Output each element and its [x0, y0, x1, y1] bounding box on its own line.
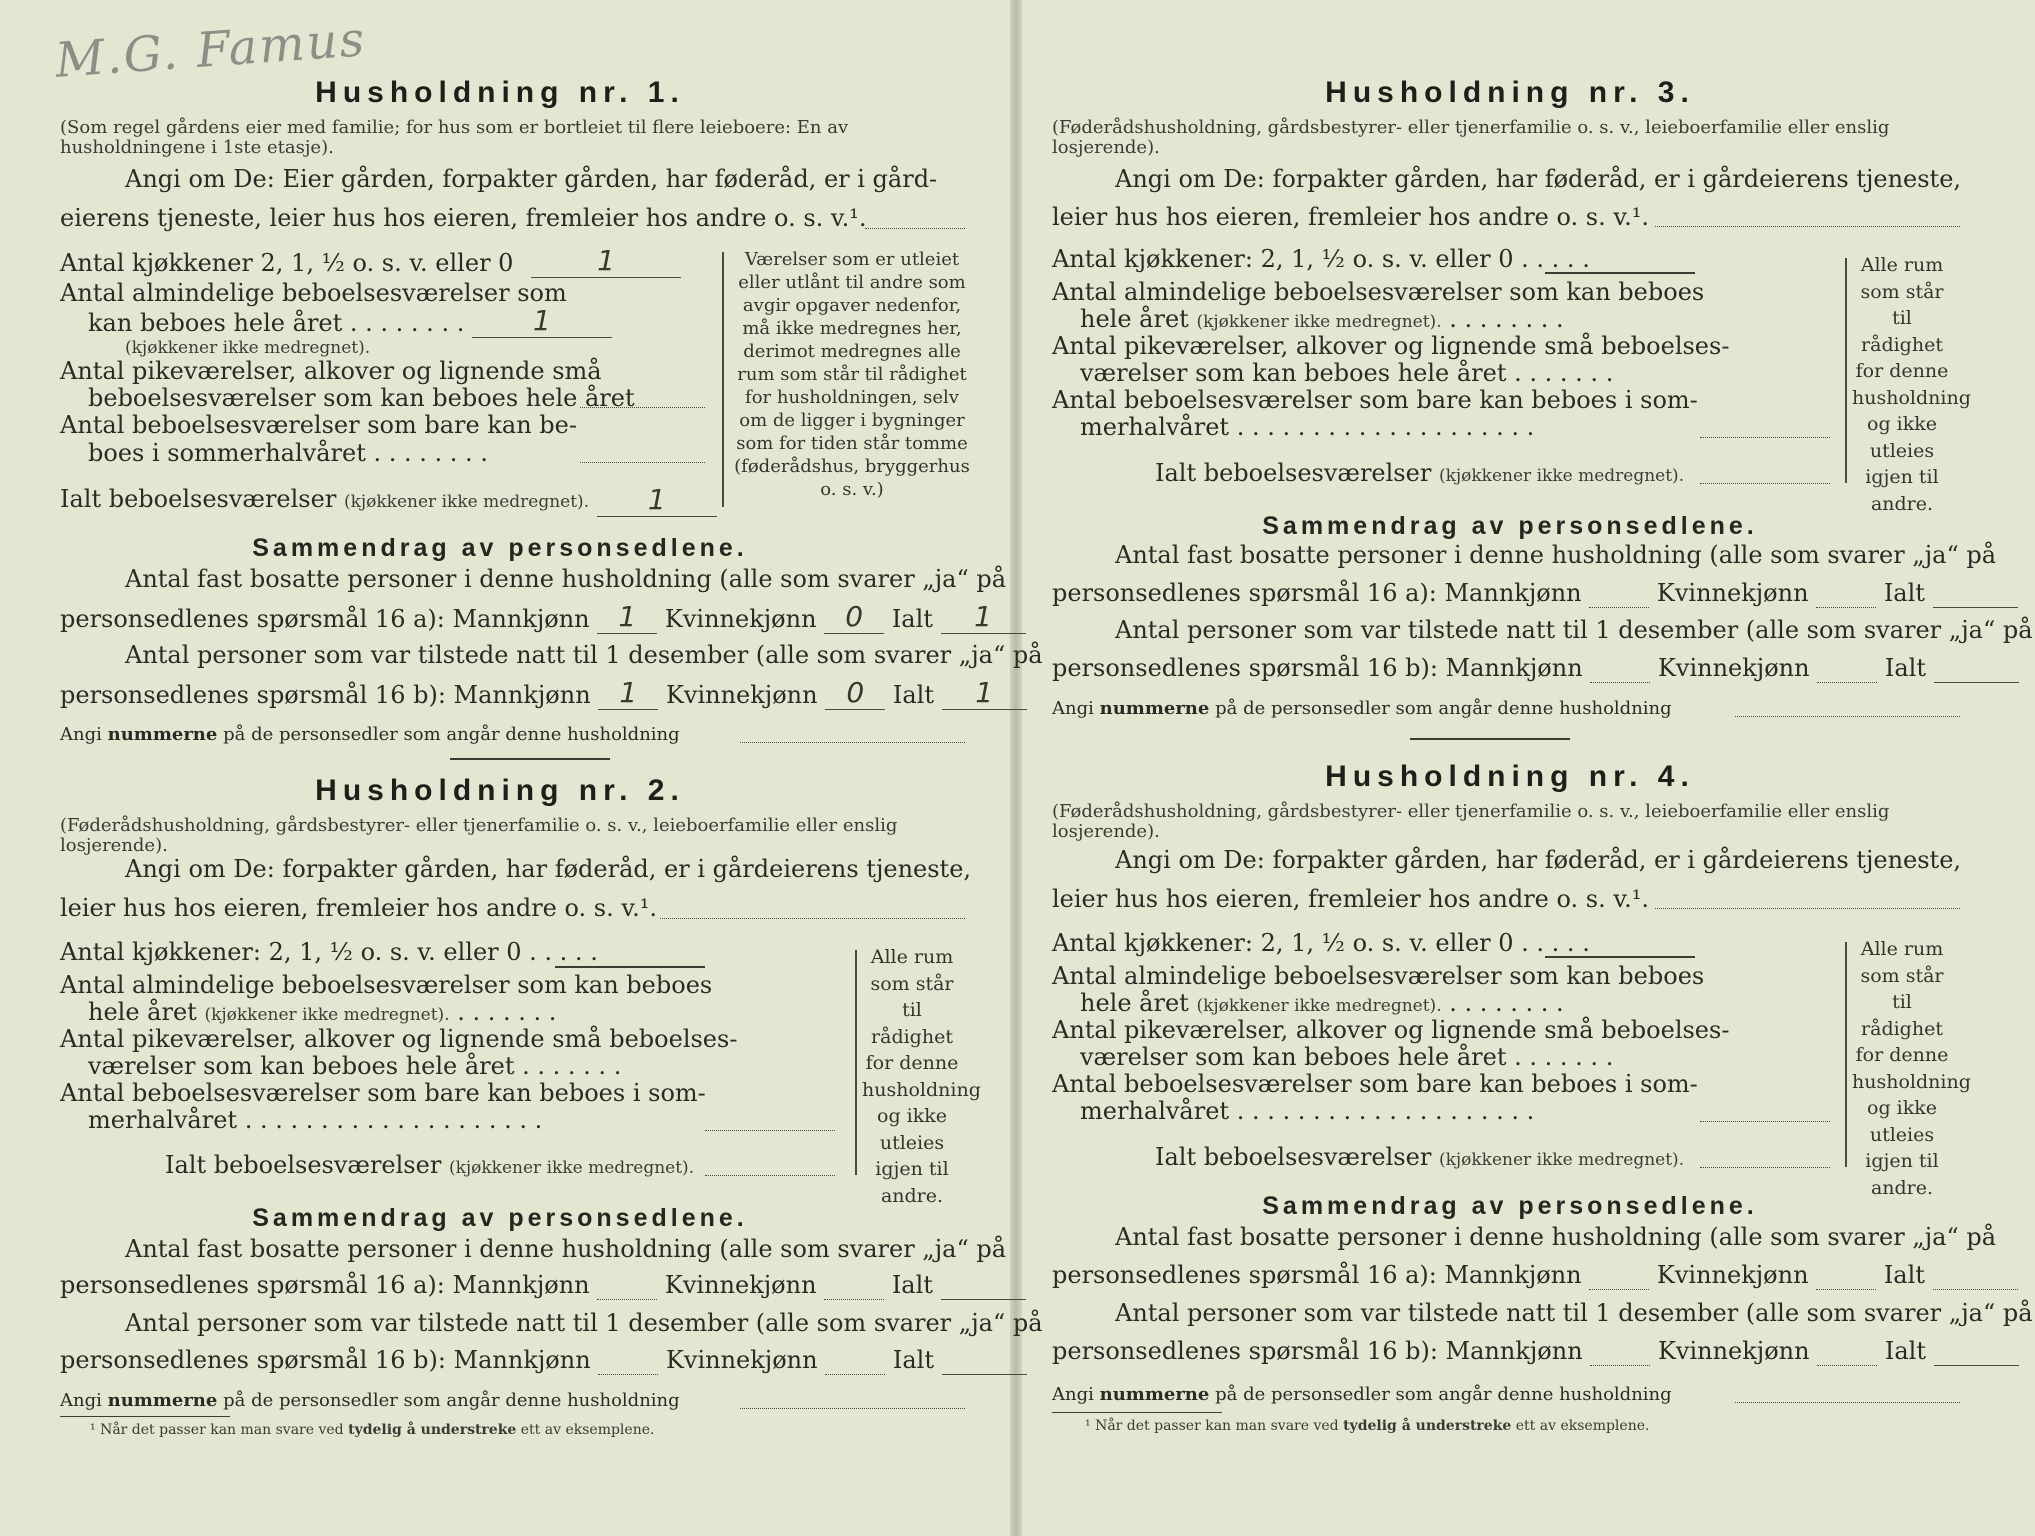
h3-summer-row-1: Antal beboelsesværelser som bare kan beboes i som- — [1052, 386, 1698, 414]
h3-16a-ialt-label: Ialt — [1883, 579, 1925, 607]
h2-16a-line2 — [60, 1270, 1026, 1300]
h3-title: Husholdning nr. 3. — [1325, 76, 1695, 109]
h4-total-label: Ialt beboelsesværelser — [1155, 1143, 1432, 1171]
h3-note: (Føderådshusholdning, gårdsbestyrer- eller tjenerfamilie o. s. v., leieboerfamilie eller enslig losjerende). — [1052, 117, 1890, 158]
handwritten-annotation: M.G. Famus — [53, 11, 368, 89]
h3-summer-label: merhalvåret — [1080, 413, 1230, 441]
h1-total-small: (kjøkkener ikke medregnet). — [343, 492, 590, 512]
h4-16a-ialt-field[interactable] — [1933, 1289, 2018, 1290]
h1-ord-row-2: kan beboes hele året . . . . . . . . 1 — [88, 306, 612, 338]
h4-16b-ialt-label: Ialt — [1884, 1337, 1926, 1365]
h2-pike-label: værelser som kan beboes hele året — [88, 1052, 515, 1080]
h1-brace — [722, 252, 724, 507]
h3-16a-kvinne-label: Kvinnekjønn — [1656, 579, 1809, 607]
h3-kitchen-label: Antal kjøkkener: 2, 1, ½ o. s. v. eller 0 — [1052, 245, 1514, 273]
h3-kitchen-row: Antal kjøkkener: 2, 1, ½ o. s. v. eller 0 . . . . . — [1052, 245, 1590, 273]
h3-side-note: Alle rum som står til rådighet for denne husholdning og ikke utleies igjen til andre. — [1852, 254, 1971, 515]
h1-kitchen-row — [60, 246, 681, 278]
h2-16b-mann-field[interactable] — [598, 1374, 658, 1375]
h3-sum-title: Sammendrag av personsedlene. — [1262, 512, 1758, 540]
h3-brace — [1845, 258, 1847, 483]
h2-pike-row-2: værelser som kan beboes hele året . . . . . . . — [88, 1052, 622, 1080]
h1-title-block — [0, 76, 1000, 110]
h2-nummerne-post: på de personsedler som angår denne husholdning — [223, 1390, 680, 1411]
h1-kitchen-label: Antal kjøkkener 2, 1, ½ o. s. v. eller 0 — [60, 249, 514, 277]
h1-total-row — [60, 484, 717, 517]
h4-sum-title: Sammendrag av personsedlene. — [1262, 1192, 1758, 1220]
h4-16b-mann-field[interactable] — [1590, 1365, 1650, 1366]
h2-16a-ialt-label: Ialt — [891, 1271, 933, 1299]
h2-nummerne-pre: Angi — [60, 1390, 102, 1411]
h3-total-small: (kjøkkener ikke medregnet). — [1438, 466, 1685, 486]
h1-summer-row-2: boes i sommerhalvåret . . . . . . . . — [88, 439, 488, 467]
h2-sum-block — [0, 1204, 1000, 1233]
h4-total-row — [1155, 1142, 1684, 1175]
h4-title-block — [1030, 760, 1990, 794]
h1-16a-ialt-value: 1 — [974, 600, 992, 633]
h1-summer-field[interactable] — [580, 462, 705, 463]
h4-nummerne-pre: Angi — [1052, 1384, 1094, 1405]
h2-nummerne-bold: nummerne — [107, 1390, 218, 1411]
h4-brace — [1845, 942, 1847, 1167]
h3-16b-ialt-label: Ialt — [1884, 654, 1926, 682]
h4-16b-kvinne-label: Kvinnekjønn — [1657, 1337, 1810, 1365]
h2-kitchen-label: Antal kjøkkener: 2, 1, ½ o. s. v. eller 0 — [60, 938, 522, 966]
h3-16b-ialt-field[interactable] — [1934, 682, 2019, 683]
h1-ord-row-1: Antal almindelige beboelsesværelser som — [60, 279, 567, 307]
h1-16a-mann-field[interactable] — [597, 602, 657, 634]
right-footnote-bold: tydelig å understreke — [1343, 1418, 1512, 1434]
h3-total-label: Ialt beboelsesværelser — [1155, 459, 1432, 487]
h2-summer-label: merhalvåret — [88, 1106, 238, 1134]
h2-ord-small: (kjøkkener ikke medregnet). — [204, 1005, 450, 1025]
h1-16b-label: personsedlenes spørsmål 16 b): Mannkjønn — [60, 681, 591, 709]
h1-summer-row-1: Antal beboelsesværelser som bare kan be- — [60, 411, 577, 439]
h4-total-small: (kjøkkener ikke medregnet). — [1438, 1150, 1685, 1170]
h4-ord-label: hele året — [1080, 989, 1189, 1017]
h3-16a-line2 — [1052, 578, 2018, 608]
h4-nummerne-post: på de personsedler som angår denne husholdning — [1215, 1384, 1672, 1405]
h3-title-block — [1030, 76, 1990, 110]
h4-kitchen-row: Antal kjøkkener: 2, 1, ½ o. s. v. eller 0 . . . . . — [1052, 929, 1590, 957]
h4-pike-label: værelser som kan beboes hele året — [1080, 1043, 1507, 1071]
h4-16b-kvinne-field[interactable] — [1817, 1365, 1877, 1366]
h1-16b-line1: Antal personer som var tilstede natt til 1 desember (alle som svarer „ja“ på — [125, 641, 1043, 669]
h1-nummerne-pre: Angi — [60, 724, 102, 745]
h1-16b-mann-value: 1 — [619, 676, 638, 709]
h2-16a-line1: Antal fast bosatte personer i denne husholdning (alle som svarer „ja“ på — [125, 1235, 1007, 1263]
h2-16b-ialt-label: Ialt — [892, 1346, 934, 1374]
h1-16b-kvinne-label: Kvinnekjønn — [665, 681, 818, 709]
h1-total-value: 1 — [647, 483, 666, 516]
h2-16a-kvinne-label: Kvinnekjønn — [664, 1271, 817, 1299]
h3-nummerne-bold: nummerne — [1099, 698, 1210, 719]
h4-summer-label: merhalvåret — [1080, 1097, 1230, 1125]
h3-16b-line1: Antal personer som var tilstede natt til 1 desember (alle som svarer „ja“ på — [1115, 616, 2033, 644]
h3-nummerne-post: på de personsedler som angår denne husholdning — [1215, 698, 1672, 719]
h3-nummerne-field[interactable] — [1735, 716, 1960, 717]
h2-16a-kvinne-field[interactable] — [824, 1299, 884, 1300]
h3-16b-label: personsedlenes spørsmål 16 b): Mannkjønn — [1052, 654, 1583, 682]
h3-summer-field[interactable] — [1700, 437, 1830, 438]
left-footnote — [90, 1422, 654, 1438]
h4-16b-line1: Antal personer som var tilstede natt til 1 desember (alle som svarer „ja“ på — [1115, 1299, 2033, 1327]
h3-pike-label: værelser som kan beboes hele året — [1080, 359, 1507, 387]
h2-16b-line1: Antal personer som var tilstede natt til 1 desember (alle som svarer „ja“ på — [125, 1309, 1043, 1337]
h3-angi-line2: leier hus hos eieren, fremleier hos andre o. s. v.¹. — [1052, 203, 1649, 231]
h1-kitchen-field[interactable] — [531, 246, 681, 278]
h3-angi-line1: Angi om De: forpakter gården, har føderåd, er i gårdeierens tjeneste, — [1115, 165, 1962, 193]
h2-kitchen-row: Antal kjøkkener: 2, 1, ½ o. s. v. eller 0 . . . . . — [60, 938, 598, 966]
h3-nummerne-pre: Angi — [1052, 698, 1094, 719]
h4-pike-row-1: Antal pikeværelser, alkover og lignende små beboelses- — [1052, 1016, 1730, 1044]
h2-kitchen-field[interactable] — [555, 966, 705, 968]
h4-ord-row-2: hele året (kjøkkener ikke medregnet). . . . . . . . . — [1080, 989, 1564, 1017]
h1-16a-line2 — [60, 602, 1026, 634]
h1-16b-kvinne-value: 0 — [846, 676, 865, 709]
h1-title: Husholdning nr. 1. — [315, 76, 685, 109]
h1-16a-kvinne-field[interactable] — [824, 602, 884, 634]
h4-16b-line2 — [1052, 1336, 2019, 1366]
h3-16a-line1: Antal fast bosatte personer i denne husholdning (alle som svarer „ja“ på — [1115, 541, 1997, 569]
h1-ord-note: (kjøkkener ikke medregnet). — [125, 338, 371, 358]
h4-16a-kvinne-label: Kvinnekjønn — [1656, 1261, 1809, 1289]
h2-nummerne-field[interactable] — [740, 1408, 965, 1409]
h4-16b-ialt-field[interactable] — [1934, 1365, 2019, 1366]
h3-kitchen-field[interactable] — [1545, 272, 1695, 274]
h1-pike-field[interactable] — [580, 407, 705, 408]
left-footnote-bold: tydelig å understreke — [348, 1422, 517, 1438]
h2-note: (Føderådshusholdning, gårdsbestyrer- eller tjenerfamilie o. s. v., leieboerfamilie eller enslig losjerende). — [60, 815, 898, 856]
h3-separator — [1410, 738, 1570, 740]
h4-16a-mann-field[interactable] — [1589, 1289, 1649, 1290]
h3-16a-mann-field[interactable] — [1589, 607, 1649, 608]
h3-16b-kvinne-field[interactable] — [1817, 682, 1877, 683]
h4-ord-small: (kjøkkener ikke medregnet). — [1196, 996, 1442, 1016]
h3-ord-label: hele året — [1080, 305, 1189, 333]
h2-16b-kvinne-field[interactable] — [825, 1374, 885, 1375]
h4-pike-row-2: værelser som kan beboes hele året . . . . . . . — [1080, 1043, 1614, 1071]
h3-total-field[interactable] — [1700, 483, 1830, 484]
h1-16a-label: personsedlenes spørsmål 16 a): Mannkjønn — [60, 605, 590, 633]
h1-ord-label: kan beboes hele året — [88, 309, 343, 337]
h4-nummerne-field[interactable] — [1735, 1402, 1960, 1403]
right-footnote — [1085, 1418, 1649, 1434]
h4-summer-field[interactable] — [1700, 1121, 1830, 1122]
h4-kitchen-label: Antal kjøkkener: 2, 1, ½ o. s. v. eller 0 — [1052, 929, 1514, 957]
h3-pike-row-1: Antal pikeværelser, alkover og lignende små beboelses- — [1052, 332, 1730, 360]
h3-pike-row-2: værelser som kan beboes hele året . . . . . . . — [1080, 359, 1614, 387]
h4-ord-row-1: Antal almindelige beboelsesværelser som kan beboes — [1052, 962, 1705, 990]
h2-title-block — [0, 774, 1000, 808]
h1-nummerne-post: på de personsedler som angår denne husholdning — [223, 724, 680, 745]
h1-angi-line1: Angi om De: Eier gården, forpakter gården, har føderåd, er i gård- — [125, 165, 938, 193]
h3-16a-label: personsedlenes spørsmål 16 a): Mannkjønn — [1052, 579, 1582, 607]
right-footnote-pre: ¹ Når det passer kan man svare ved — [1085, 1418, 1339, 1434]
h2-total-row — [165, 1150, 694, 1183]
h1-16a-kvinne-label: Kvinnekjønn — [664, 605, 817, 633]
h1-nummerne-field[interactable] — [740, 742, 965, 743]
h2-total-field[interactable] — [705, 1175, 835, 1176]
h2-summer-field[interactable] — [705, 1130, 835, 1131]
h4-angi-line1: Angi om De: forpakter gården, har føderåd, er i gårdeierens tjeneste, — [1115, 846, 1962, 874]
h4-16a-line1: Antal fast bosatte personer i denne husholdning (alle som svarer „ja“ på — [1115, 1223, 1997, 1251]
h1-angi-line2: eierens tjeneste, leier hus hos eieren, fremleier hos andre o. s. v.¹. — [60, 204, 867, 232]
h4-summer-row-2: merhalvåret . . . . . . . . . . . . . . . . . . . . — [1080, 1097, 1535, 1125]
h1-kitchen-value: 1 — [597, 244, 615, 277]
h4-total-field[interactable] — [1700, 1167, 1830, 1168]
h2-title: Husholdning nr. 2. — [315, 774, 685, 807]
h1-angi-nummerne — [60, 724, 680, 745]
h3-16a-ialt-field[interactable] — [1933, 607, 2018, 608]
h2-angi-line2: leier hus hos eieren, fremleier hos andre o. s. v.¹. — [60, 894, 657, 922]
h4-16a-label: personsedlenes spørsmål 16 a): Mannkjønn — [1052, 1261, 1582, 1289]
h3-16b-mann-field[interactable] — [1590, 682, 1650, 683]
h2-ord-label: hele året — [88, 998, 197, 1026]
h1-nummerne-bold: nummerne — [107, 724, 218, 745]
h4-16b-label: personsedlenes spørsmål 16 b): Mannkjønn — [1052, 1337, 1583, 1365]
h2-16b-label: personsedlenes spørsmål 16 b): Mannkjønn — [60, 1346, 591, 1374]
h1-ord-value: 1 — [533, 304, 551, 337]
h1-total-field[interactable] — [597, 485, 717, 517]
h2-angi-nummerne — [60, 1390, 680, 1411]
h1-16b-line2 — [60, 678, 1027, 710]
h1-16b-mann-field[interactable] — [598, 678, 658, 710]
h2-16b-line2 — [60, 1345, 1027, 1375]
h4-angi-nummerne — [1052, 1384, 1672, 1405]
h1-total-label: Ialt beboelsesværelser — [60, 485, 337, 513]
left-footnote-pre: ¹ Når det passer kan man svare ved — [90, 1422, 344, 1438]
h4-side-note: Alle rum som står til rådighet for denne husholdning og ikke utleies igjen til andre. — [1852, 938, 1971, 1199]
h1-pike-row-1: Antal pikeværelser, alkover og lignende små — [60, 357, 602, 385]
h1-16a-ialt-field[interactable] — [941, 602, 1026, 634]
h3-summer-row-2: merhalvåret . . . . . . . . . . . . . . . . . . . . — [1080, 413, 1535, 441]
h1-16a-kvinne-value: 0 — [845, 600, 864, 633]
h4-16a-line2 — [1052, 1260, 2018, 1290]
h4-note: (Føderådshusholdning, gårdsbestyrer- eller tjenerfamilie o. s. v., leieboerfamilie eller enslig losjerende). — [1052, 801, 1890, 842]
h3-sum-block — [1030, 512, 1990, 541]
h1-16b-ialt-field[interactable] — [942, 678, 1027, 710]
h1-separator — [450, 758, 610, 760]
left-footnote-post: ett av eksemplene. — [520, 1422, 655, 1438]
h1-summer-label: boes i sommerhalvåret — [88, 439, 366, 467]
h2-ord-row-2: hele året (kjøkkener ikke medregnet). . . . . . . . — [88, 998, 557, 1026]
h1-16b-ialt-value: 1 — [975, 676, 994, 709]
h3-ord-small: (kjøkkener ikke medregnet). — [1196, 312, 1442, 332]
h2-brace — [855, 950, 857, 1175]
h4-nummerne-bold: nummerne — [1099, 1384, 1210, 1405]
right-footnote-post: ett av eksemplene. — [1515, 1418, 1650, 1434]
h1-16a-ialt-label: Ialt — [891, 605, 933, 633]
h1-ord-field[interactable] — [472, 306, 612, 338]
h1-16a-mann-value: 1 — [618, 600, 637, 633]
h2-16a-mann-field[interactable] — [597, 1299, 657, 1300]
h2-summer-row-2: merhalvåret . . . . . . . . . . . . . . . . . . . . — [88, 1106, 543, 1134]
h1-side-note: Værelser som er utleiet eller utlånt til andre som avgir opgaver nedenfor, må ikke medregnes her, derimot medregnes alle rum som står til rådighet for husholdningen, selv om de ligger i bygninger som for tiden står tomme (føderådshus, bryggerhus o. s. v.) — [734, 249, 970, 500]
h2-sum-title: Sammendrag av personsedlene. — [252, 1204, 748, 1232]
h3-angi-nummerne — [1052, 698, 1672, 719]
h3-total-row — [1155, 458, 1684, 491]
h2-side-note: Alle rum som står til rådighet for denne husholdning og ikke utleies igjen til andre. — [862, 946, 981, 1207]
h2-summer-row-1: Antal beboelsesværelser som bare kan beboes i som- — [60, 1079, 706, 1107]
h2-angi-line1: Angi om De: forpakter gården, har føderåd, er i gårdeierens tjeneste, — [125, 855, 972, 883]
h1-pike-row-2: beboelsesværelser som kan beboes hele året — [88, 384, 635, 412]
h4-angi-line2: leier hus hos eieren, fremleier hos andre o. s. v.¹. — [1052, 885, 1649, 913]
h2-total-label: Ialt beboelsesværelser — [165, 1151, 442, 1179]
h4-sum-block — [1030, 1192, 1990, 1221]
h1-16b-kvinne-field[interactable] — [825, 678, 885, 710]
h4-16a-kvinne-field[interactable] — [1816, 1289, 1876, 1290]
h3-16b-line2 — [1052, 653, 2019, 683]
h4-16a-ialt-label: Ialt — [1883, 1261, 1925, 1289]
h4-title: Husholdning nr. 4. — [1325, 760, 1695, 793]
h2-16a-label: personsedlenes spørsmål 16 a): Mannkjønn — [60, 1271, 590, 1299]
h3-16a-kvinne-field[interactable] — [1816, 607, 1876, 608]
h4-kitchen-field[interactable] — [1545, 956, 1695, 958]
h1-16a-line1: Antal fast bosatte personer i denne husholdning (alle som svarer „ja“ på — [125, 565, 1007, 593]
h1-note: (Som regel gårdens eier med familie; for hus som er bortleiet til flere leieboere: En av husholdningene i 1ste etasje). — [60, 117, 849, 158]
h1-sum-title: Sammendrag av personsedlene. — [252, 534, 748, 562]
h2-total-small: (kjøkkener ikke medregnet). — [448, 1158, 695, 1178]
h4-summer-row-1: Antal beboelsesværelser som bare kan beboes i som- — [1052, 1070, 1698, 1098]
h3-ord-row-2: hele året (kjøkkener ikke medregnet). . . . . . . . . — [1080, 305, 1564, 333]
h3-16b-kvinne-label: Kvinnekjønn — [1657, 654, 1810, 682]
h1-16b-ialt-label: Ialt — [892, 681, 934, 709]
h2-ord-row-1: Antal almindelige beboelsesværelser som kan beboes — [60, 971, 713, 999]
h2-pike-row-1: Antal pikeværelser, alkover og lignende små beboelses- — [60, 1025, 738, 1053]
h1-sum-block — [0, 534, 1000, 563]
h2-16a-ialt-field[interactable] — [941, 1299, 1026, 1300]
h3-ord-row-1: Antal almindelige beboelsesværelser som kan beboes — [1052, 278, 1705, 306]
h2-16b-ialt-field[interactable] — [942, 1374, 1027, 1375]
page-fold — [1010, 0, 1022, 1536]
h2-16b-kvinne-label: Kvinnekjønn — [665, 1346, 818, 1374]
